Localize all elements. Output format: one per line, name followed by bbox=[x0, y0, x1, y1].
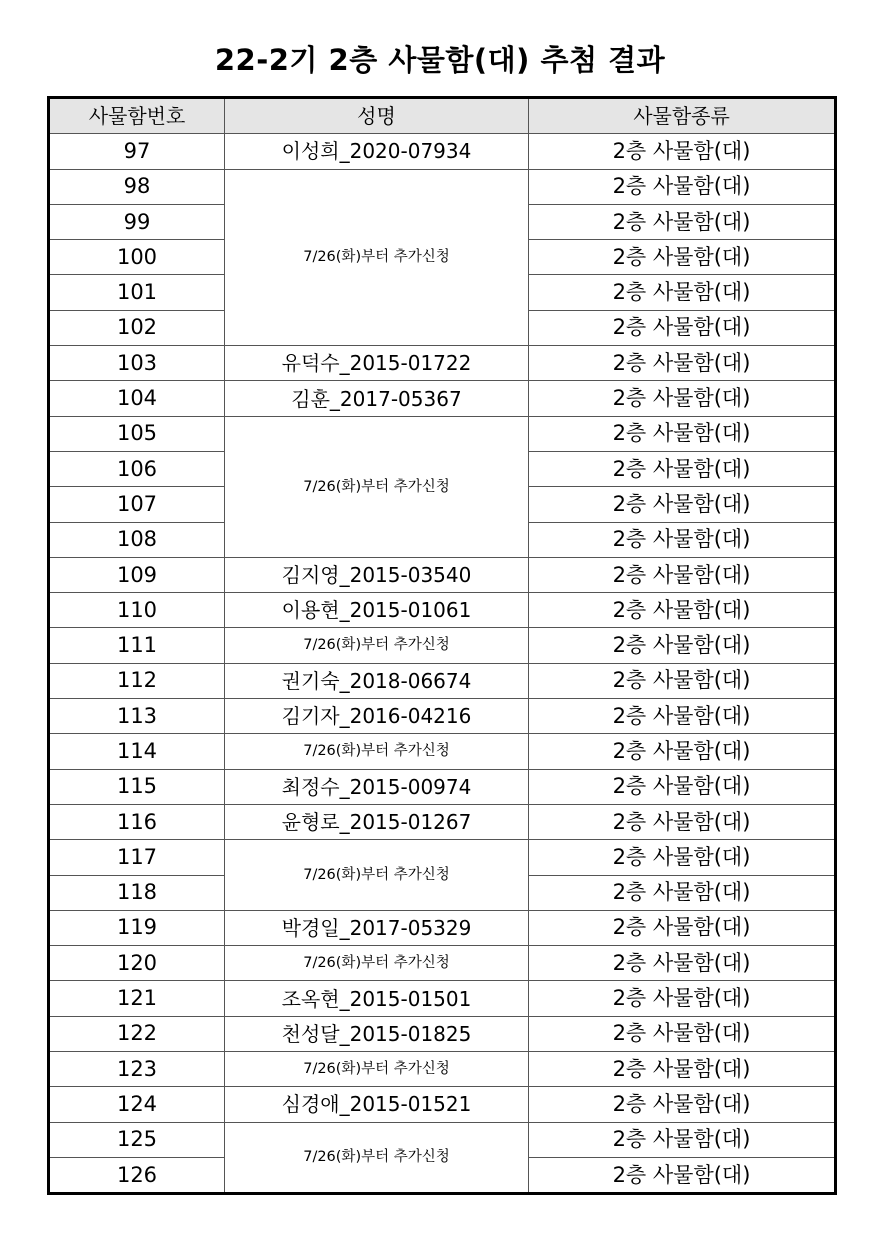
table-row bbox=[49, 381, 836, 416]
locker-type-cell: 2층 사물함(대) bbox=[529, 804, 836, 839]
name-cell: 이성희_2020-07934 bbox=[225, 134, 529, 169]
name-cell: 권기숙_2018-06674 bbox=[225, 663, 529, 698]
locker-number-cell: 108 bbox=[49, 522, 225, 557]
locker-number-cell: 105 bbox=[49, 416, 225, 451]
table-row bbox=[49, 628, 836, 663]
locker-type-cell: 2층 사물함(대) bbox=[529, 663, 836, 698]
table-row bbox=[49, 1052, 836, 1087]
locker-number-cell: 98 bbox=[49, 169, 225, 204]
locker-type-cell: 2층 사물함(대) bbox=[529, 699, 836, 734]
name-cell: 조옥현_2015-01501 bbox=[225, 981, 529, 1016]
table-row bbox=[49, 416, 836, 451]
locker-number-cell: 103 bbox=[49, 346, 225, 381]
name-cell: 이용현_2015-01061 bbox=[225, 593, 529, 628]
locker-number-cell: 99 bbox=[49, 204, 225, 239]
locker-number-cell: 102 bbox=[49, 310, 225, 345]
table-row bbox=[49, 946, 836, 981]
name-cell: 최정수_2015-00974 bbox=[225, 769, 529, 804]
locker-number-cell: 97 bbox=[49, 134, 225, 169]
header-name: 성명 bbox=[225, 98, 529, 134]
locker-number-cell: 117 bbox=[49, 840, 225, 875]
table-row bbox=[49, 593, 836, 628]
locker-number-cell: 110 bbox=[49, 593, 225, 628]
name-cell: 김지영_2015-03540 bbox=[225, 557, 529, 592]
name-cell: 윤형로_2015-01267 bbox=[225, 804, 529, 839]
locker-number-cell: 113 bbox=[49, 699, 225, 734]
locker-number-cell: 114 bbox=[49, 734, 225, 769]
locker-type-cell: 2층 사물함(대) bbox=[529, 134, 836, 169]
name-cell: 김기자_2016-04216 bbox=[225, 699, 529, 734]
locker-type-cell: 2층 사물함(대) bbox=[529, 310, 836, 345]
name-cell: 유덕수_2015-01722 bbox=[225, 346, 529, 381]
table-body bbox=[49, 134, 836, 1194]
locker-type-cell: 2층 사물함(대) bbox=[529, 1157, 836, 1193]
locker-number-cell: 121 bbox=[49, 981, 225, 1016]
locker-number-cell: 125 bbox=[49, 1122, 225, 1157]
locker-type-cell: 2층 사물함(대) bbox=[529, 557, 836, 592]
locker-type-cell: 2층 사물함(대) bbox=[529, 451, 836, 486]
locker-type-cell: 2층 사물함(대) bbox=[529, 1052, 836, 1087]
locker-number-cell: 115 bbox=[49, 769, 225, 804]
name-cell: 천성달_2015-01825 bbox=[225, 1016, 529, 1051]
locker-number-cell: 112 bbox=[49, 663, 225, 698]
additional-application-note: 7/26(화)부터 추가신청 bbox=[225, 169, 529, 345]
table-row bbox=[49, 769, 836, 804]
locker-type-cell: 2층 사물함(대) bbox=[529, 628, 836, 663]
locker-type-cell: 2층 사물함(대) bbox=[529, 769, 836, 804]
locker-number-cell: 116 bbox=[49, 804, 225, 839]
locker-type-cell: 2층 사물함(대) bbox=[529, 1016, 836, 1051]
locker-result-table bbox=[47, 96, 837, 1195]
header-locker-number: 사물함번호 bbox=[49, 98, 225, 134]
locker-number-cell: 122 bbox=[49, 1016, 225, 1051]
table-row bbox=[49, 134, 836, 169]
locker-type-cell: 2층 사물함(대) bbox=[529, 910, 836, 945]
additional-application-note: 7/26(화)부터 추가신청 bbox=[225, 416, 529, 557]
name-cell: 심경애_2015-01521 bbox=[225, 1087, 529, 1122]
locker-number-cell: 119 bbox=[49, 910, 225, 945]
locker-number-cell: 109 bbox=[49, 557, 225, 592]
name-cell: 박경일_2017-05329 bbox=[225, 910, 529, 945]
locker-type-cell: 2층 사물함(대) bbox=[529, 981, 836, 1016]
locker-number-cell: 111 bbox=[49, 628, 225, 663]
locker-number-cell: 100 bbox=[49, 240, 225, 275]
locker-number-cell: 120 bbox=[49, 946, 225, 981]
table-row bbox=[49, 699, 836, 734]
additional-application-note: 7/26(화)부터 추가신청 bbox=[225, 946, 529, 981]
locker-number-cell: 126 bbox=[49, 1157, 225, 1193]
table-row bbox=[49, 663, 836, 698]
table-row bbox=[49, 734, 836, 769]
additional-application-note: 7/26(화)부터 추가신청 bbox=[225, 1052, 529, 1087]
additional-application-note: 7/26(화)부터 추가신청 bbox=[225, 840, 529, 911]
table-row bbox=[49, 557, 836, 592]
table-row bbox=[49, 804, 836, 839]
locker-type-cell: 2층 사물함(대) bbox=[529, 346, 836, 381]
locker-type-cell: 2층 사물함(대) bbox=[529, 381, 836, 416]
locker-number-cell: 107 bbox=[49, 487, 225, 522]
page-title: 22-2기 2층 사물함(대) 추첨 결과 bbox=[214, 43, 666, 77]
name-cell: 김훈_2017-05367 bbox=[225, 381, 529, 416]
table-row bbox=[49, 1122, 836, 1157]
additional-application-note: 7/26(화)부터 추가신청 bbox=[225, 1122, 529, 1194]
locker-number-cell: 118 bbox=[49, 875, 225, 910]
additional-application-note: 7/26(화)부터 추가신청 bbox=[225, 628, 529, 663]
locker-type-cell: 2층 사물함(대) bbox=[529, 204, 836, 239]
additional-application-note: 7/26(화)부터 추가신청 bbox=[225, 734, 529, 769]
table-row bbox=[49, 840, 836, 875]
locker-type-cell: 2층 사물함(대) bbox=[529, 487, 836, 522]
locker-number-cell: 106 bbox=[49, 451, 225, 486]
locker-number-cell: 101 bbox=[49, 275, 225, 310]
locker-type-cell: 2층 사물함(대) bbox=[529, 734, 836, 769]
locker-number-cell: 104 bbox=[49, 381, 225, 416]
locker-type-cell: 2층 사물함(대) bbox=[529, 1087, 836, 1122]
locker-type-cell: 2층 사물함(대) bbox=[529, 593, 836, 628]
locker-number-cell: 123 bbox=[49, 1052, 225, 1087]
table-row bbox=[49, 910, 836, 945]
table-row bbox=[49, 1016, 836, 1051]
header-locker-type: 사물함종류 bbox=[529, 98, 836, 134]
locker-type-cell: 2층 사물함(대) bbox=[529, 169, 836, 204]
table-row bbox=[49, 1087, 836, 1122]
locker-type-cell: 2층 사물함(대) bbox=[529, 416, 836, 451]
table-header-row bbox=[49, 98, 836, 134]
locker-number-cell: 124 bbox=[49, 1087, 225, 1122]
locker-type-cell: 2층 사물함(대) bbox=[529, 875, 836, 910]
table-row bbox=[49, 981, 836, 1016]
locker-type-cell: 2층 사물함(대) bbox=[529, 946, 836, 981]
table-row bbox=[49, 169, 836, 204]
table-row bbox=[49, 346, 836, 381]
locker-type-cell: 2층 사물함(대) bbox=[529, 240, 836, 275]
locker-type-cell: 2층 사물함(대) bbox=[529, 275, 836, 310]
locker-type-cell: 2층 사물함(대) bbox=[529, 840, 836, 875]
locker-type-cell: 2층 사물함(대) bbox=[529, 1122, 836, 1157]
locker-type-cell: 2층 사물함(대) bbox=[529, 522, 836, 557]
